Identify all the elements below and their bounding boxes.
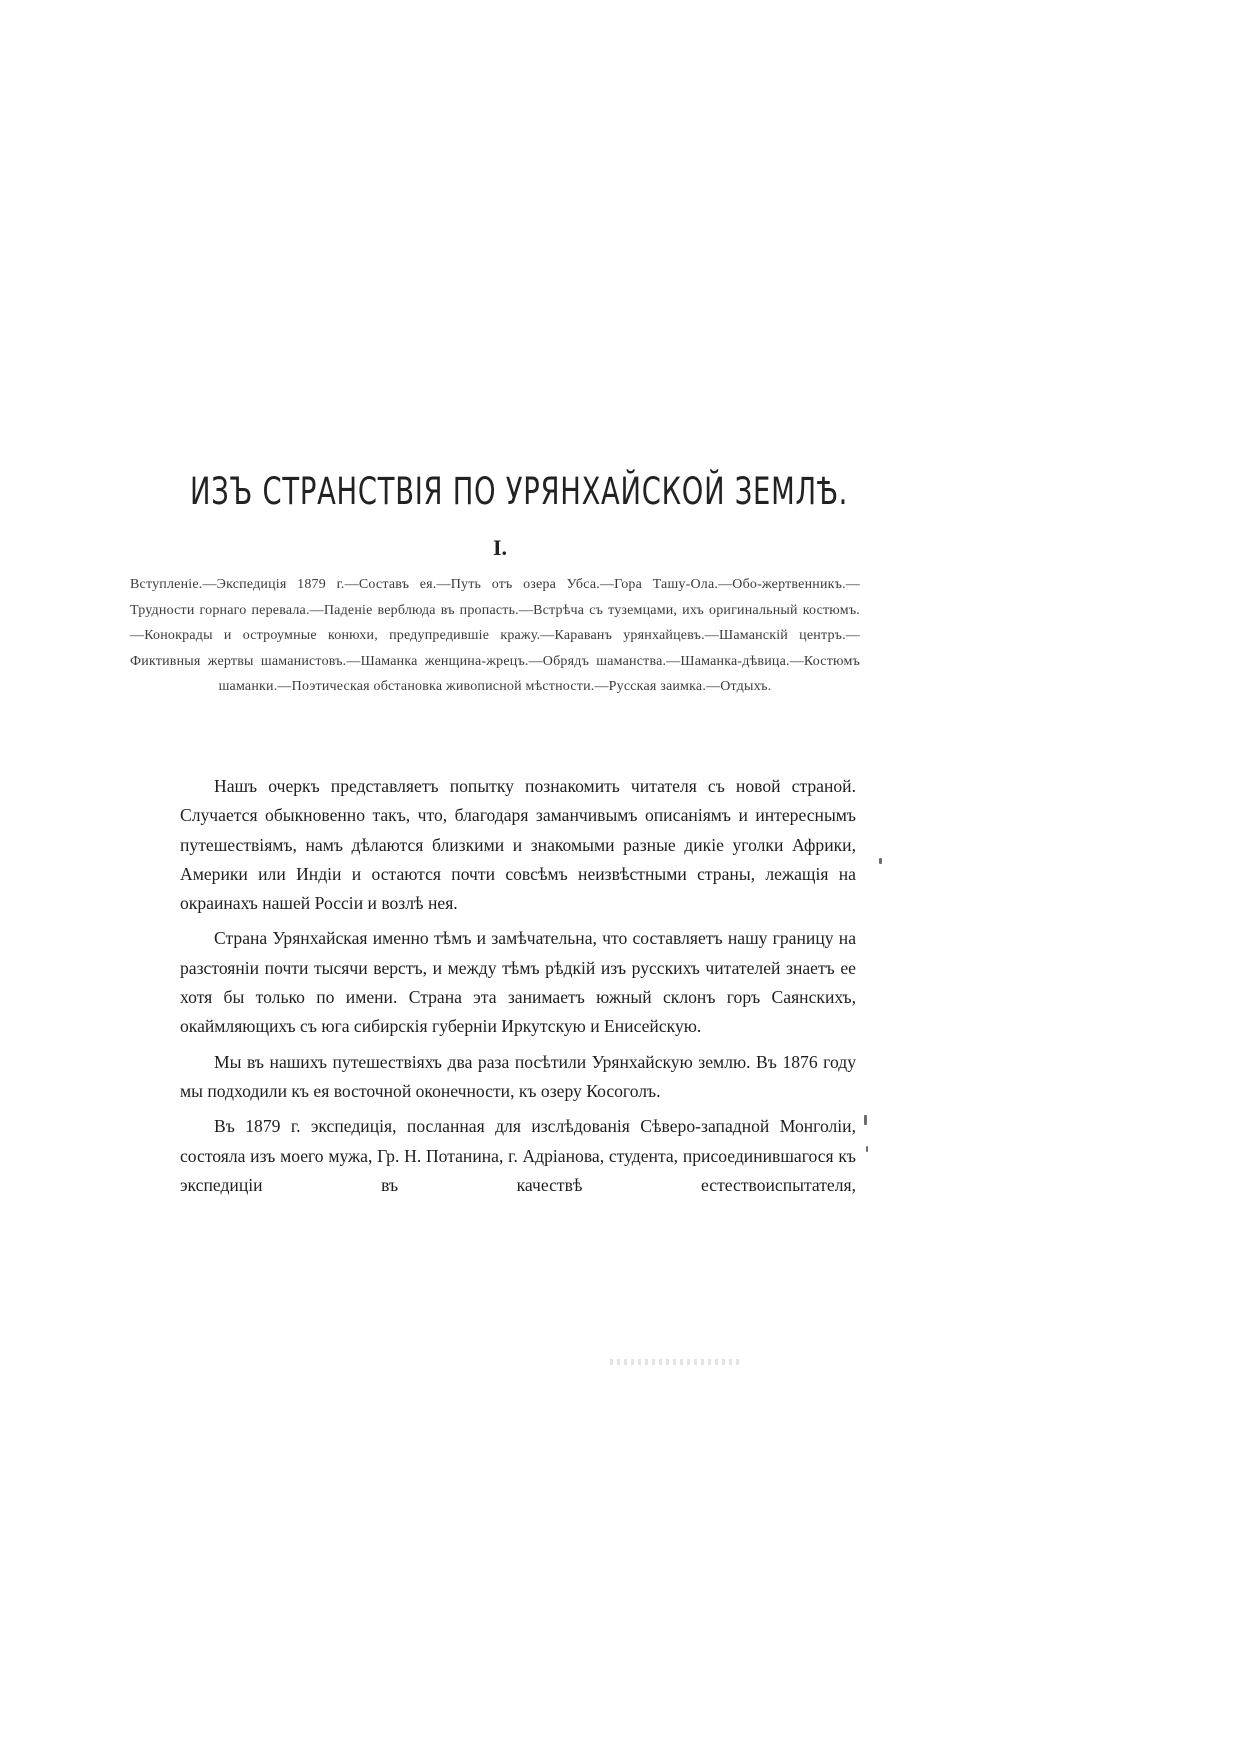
margin-speck xyxy=(866,1146,868,1152)
title-text: ИЗЪ СТРАНСТВІЯ ПО УРЯНХАЙСКОЙ ЗЕМЛѢ. xyxy=(190,470,849,513)
paragraph: Въ 1879 г. экспедиція, посланная для изслѣдованія Сѣверо-западной Монголіи, состояла изъ моего мужа, Гр. Н. Потанина, г. Адріанова, студента, присоединившагося къ экспедиціи въ качествѣ естествоиспытателя, xyxy=(180,1116,856,1195)
chapter-synopsis: Вступленіе.—Экспедиція 1879 г.—Составъ ея.—Путь отъ озера Убса.—Гора Ташу-Ола.—Обо-жертвенникъ.—Трудности горнаго перевала.—Паденіе верблюда въ пропасть.—Встрѣча съ туземцами, ихъ оригинальный костюмъ.—Конокрады и остроумные конюхи, предупредившіе кражу.—Караванъ урянхайцевъ.—Шаманскій центръ.—Фиктивныя жертвы шаманистовъ.—Шаманка женщина-жрецъ.—Обрядъ шаманства.—Шаманка-дѣвица.—Костюмъ шаманки.—Поэтическая обстановка живописной мѣстности.—Русская заимка.—Отдыхъ. xyxy=(130,577,860,694)
margin-speck xyxy=(864,1115,867,1125)
paragraph: Мы въ нашихъ путешествіяхъ два раза посѣтили Урянхайскую землю. Въ 1876 году мы подходили къ ея восточной оконечности, къ озеру Косоголъ. xyxy=(180,1051,856,1101)
section-numeral: I. xyxy=(492,535,508,560)
show-through-bleed xyxy=(610,1359,740,1365)
body-text xyxy=(180,772,856,1206)
paragraph: Нашъ очеркъ представляетъ попытку познакомить читателя съ новой страной. Случается обыкновенно такъ, что, благодаря заманчивымъ описаніямъ и интереснымъ путешествіямъ, намъ дѣлаются близкими и знакомыми разные дикіе уголки Африки, Америки или Индіи и остаются почти совсѣмъ неизвѣстными страны, лежащія на окраинахъ нашей Россіи и возлѣ нея. xyxy=(180,776,856,914)
paragraph: Страна Урянхайская именно тѣмъ и замѣчательна, что составляетъ нашу границу на разстояніи почти тысячи верстъ, и между тѣмъ рѣдкій изъ русскихъ читателей знаетъ ее хотя бы только по имени. Страна эта занимаетъ южный склонъ горъ Саянскихъ, окаймляющихъ съ юга сибирскія губерніи Иркутскую и Енисейскую. xyxy=(180,928,856,1037)
page-title xyxy=(190,470,849,513)
margin-speck xyxy=(879,858,882,864)
